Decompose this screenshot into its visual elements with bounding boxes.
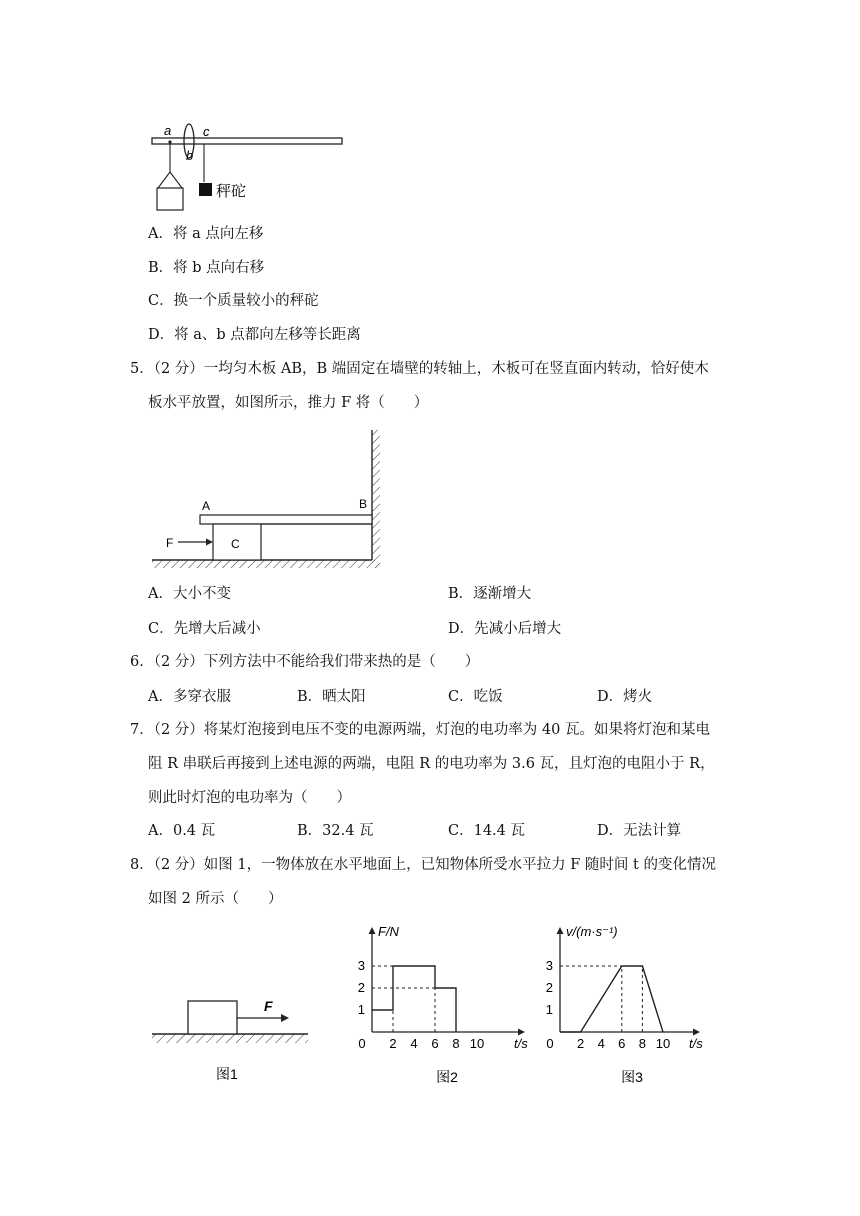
arrow-right-icon bbox=[206, 539, 213, 546]
y-tick-label: 3 bbox=[357, 958, 365, 973]
x-axis-label: t/s bbox=[514, 1036, 528, 1051]
object-block bbox=[188, 1001, 237, 1034]
q6-option-d: D．烤火 bbox=[597, 689, 653, 705]
q4-option-c: C．换一个质量较小的秤砣 bbox=[148, 293, 319, 309]
figure-caption: 图2 bbox=[436, 1069, 458, 1085]
q7-stem-line2: 阻 R 串联后再接到上述电源的两端，电阻 R 的电功率为 3.6 瓦，且灯泡的电阻小于 R， bbox=[148, 756, 715, 772]
q6-option-a: A．多穿衣服 bbox=[148, 689, 231, 705]
q5-stem-line2: 板水平放置，如图所示，推力 F 将（ ） bbox=[148, 395, 429, 411]
wall-hatch bbox=[372, 430, 380, 568]
q7-option-c: C．14.4 瓦 bbox=[448, 823, 525, 839]
y-tick-label: 2 bbox=[545, 980, 553, 995]
x-axis-label: t/s bbox=[689, 1036, 703, 1051]
board-figure bbox=[150, 428, 385, 573]
label-a: A bbox=[202, 499, 211, 513]
x-tick-label: 6 bbox=[431, 1036, 439, 1051]
label-b: b bbox=[186, 148, 194, 163]
figure-2-chart bbox=[352, 922, 532, 1086]
x-tick-label: 4 bbox=[410, 1036, 418, 1051]
figure-1-caption: 图1 bbox=[216, 1066, 238, 1082]
q4-option-d: D．将 a、b 点都向左移等长距离 bbox=[148, 327, 361, 343]
series-line bbox=[372, 966, 456, 1032]
steelyard-figure bbox=[148, 92, 348, 214]
x-tick-label: 0 bbox=[546, 1036, 554, 1051]
y-tick-label: 2 bbox=[357, 980, 365, 995]
weight-label: 秤砣 bbox=[216, 183, 247, 200]
figure-caption: 图3 bbox=[621, 1069, 643, 1085]
x-tick-label: 4 bbox=[597, 1036, 605, 1051]
q8-stem-line1: 8．（2 分）如图 1，一物体放在水平地面上，已知物体所受水平拉力 F 随时间 t 的变化情况 bbox=[130, 857, 716, 873]
x-axis-arrow bbox=[693, 1029, 700, 1036]
steelyard-weight bbox=[199, 183, 212, 196]
q5-option-b: B．逐渐增大 bbox=[448, 586, 532, 602]
y-axis-label: v/(m·s⁻¹) bbox=[566, 924, 618, 939]
x-tick-label: 2 bbox=[389, 1036, 397, 1051]
q5-option-c: C．先增大后减小 bbox=[148, 621, 261, 637]
x-tick-label: 6 bbox=[618, 1036, 626, 1051]
x-axis-arrow bbox=[518, 1029, 525, 1036]
y-tick-label: 3 bbox=[545, 958, 553, 973]
q4-option-b: B．将 b 点向右移 bbox=[148, 260, 265, 276]
q4-option-a: A．将 a 点向左移 bbox=[148, 226, 264, 242]
x-tick-label: 0 bbox=[358, 1036, 366, 1051]
y-axis-arrow bbox=[369, 927, 376, 934]
x-tick-label: 8 bbox=[638, 1036, 647, 1051]
arrow-right-icon bbox=[281, 1014, 289, 1022]
q7-stem-line3: 则此时灯泡的电功率为（ ） bbox=[148, 790, 351, 806]
q7-option-a: A．0.4 瓦 bbox=[148, 823, 216, 839]
q7-option-b: B．32.4 瓦 bbox=[297, 823, 374, 839]
steelyard-pan bbox=[157, 188, 183, 210]
y-axis-label: F/N bbox=[378, 924, 399, 939]
figure-3-chart bbox=[540, 922, 710, 1086]
q6-option-c: C．吃饭 bbox=[448, 689, 503, 705]
q6-stem: 6．（2 分）下列方法中不能给我们带来热的是（ ） bbox=[130, 654, 480, 670]
q5-option-d: D．先减小后增大 bbox=[448, 621, 562, 637]
label-a: a bbox=[164, 123, 172, 138]
series-line bbox=[560, 966, 663, 1032]
ground-hatch bbox=[152, 560, 380, 568]
label-c: c bbox=[203, 124, 210, 139]
q7-stem-line1: 7．（2 分）将某灯泡接到电压不变的电源两端，灯泡的电功率为 40 瓦。如果将灯泡和某电 bbox=[130, 722, 710, 738]
y-tick-label: 1 bbox=[357, 1002, 365, 1017]
label-b: B bbox=[359, 497, 368, 511]
y-tick-label: 1 bbox=[545, 1002, 553, 1017]
label-c: C bbox=[231, 537, 240, 551]
steelyard-bar bbox=[152, 138, 342, 144]
board-ab bbox=[200, 515, 372, 524]
x-tick-label: 2 bbox=[576, 1036, 585, 1051]
figure-1 bbox=[150, 990, 315, 1086]
q8-stem-line2: 如图 2 所示（ ） bbox=[148, 891, 283, 907]
ground-hatch bbox=[152, 1034, 308, 1043]
y-axis-arrow bbox=[557, 927, 564, 934]
q7-option-d: D．无法计算 bbox=[597, 823, 682, 839]
q5-stem-line1: 5．（2 分）一均匀木板 AB，B 端固定在墙壁的转轴上，木板可在竖直面内转动，恰好使木 bbox=[130, 361, 709, 377]
x-tick-label: 10 bbox=[655, 1036, 671, 1051]
x-tick-label: 10 bbox=[469, 1036, 485, 1051]
x-tick-label: 8 bbox=[452, 1036, 460, 1051]
force-label: F bbox=[264, 998, 273, 1014]
q6-option-b: B．晒太阳 bbox=[297, 689, 366, 705]
q5-option-a: A．大小不变 bbox=[148, 586, 231, 602]
label-f: F bbox=[166, 536, 174, 550]
